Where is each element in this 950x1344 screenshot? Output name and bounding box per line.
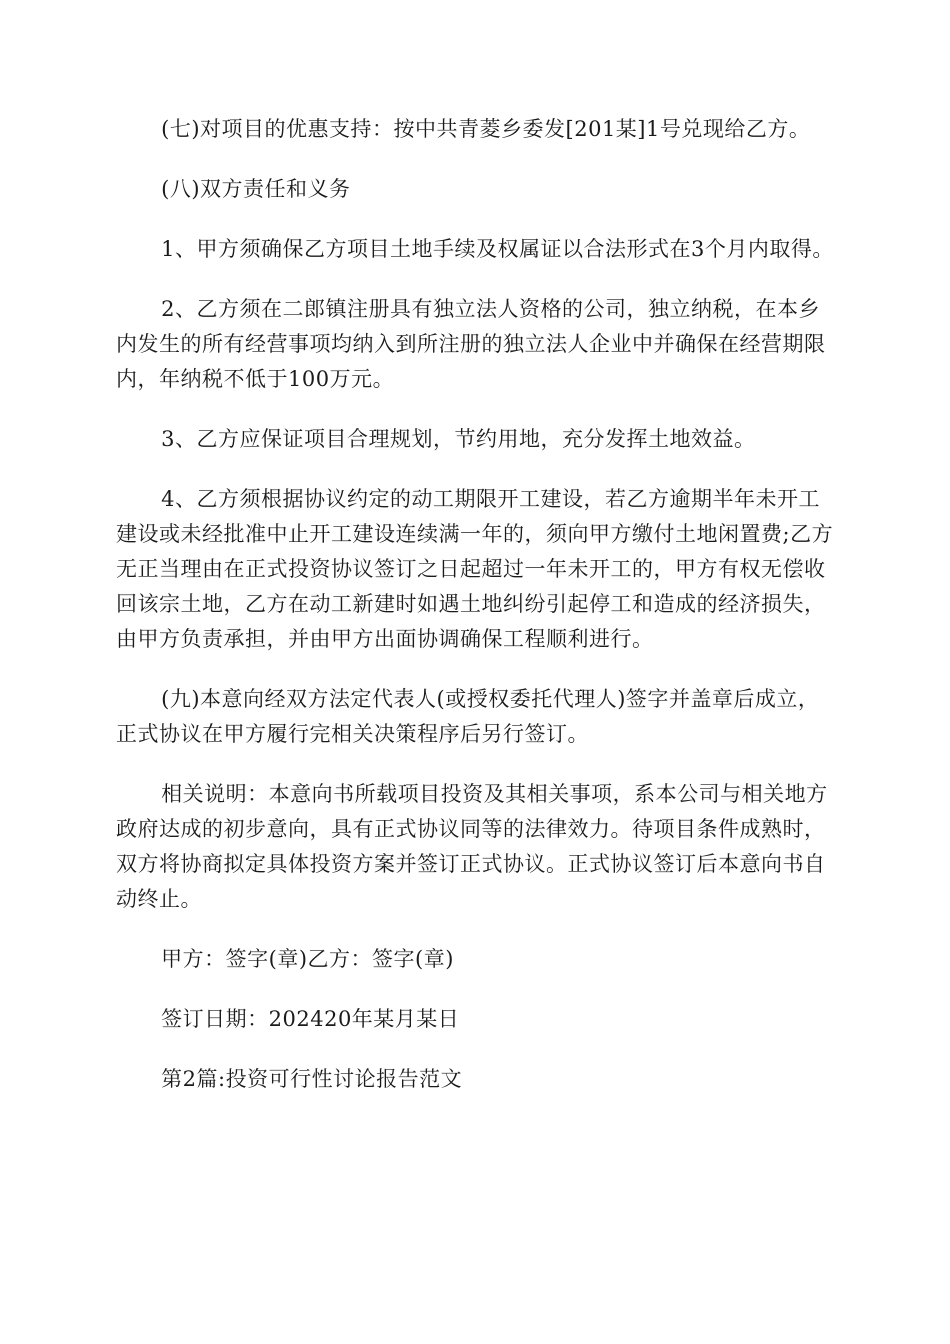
paragraph-clause-3: 3、乙方应保证项目合理规划，节约用地，充分发挥土地效益。: [161, 427, 756, 451]
paragraph-obligations-heading: (八)双方责任和义务: [161, 177, 351, 201]
paragraph-clause-1: 1、甲方须确保乙方项目土地手续及权属证以合法形式在3个月内取得。: [161, 237, 834, 261]
paragraph-effectiveness: (九)本意向经双方法定代表人(或授权委托代理人)签字并盖章后成立，正式协议在甲方履行完相关决策程序后另行签订。: [116, 687, 820, 746]
paragraph-preferential-support: (七)对项目的优惠支持：按中共青菱乡委发[201某]1号兑现给乙方。: [161, 117, 811, 141]
paragraph-signatures: 甲方：签字(章)乙方：签字(章): [161, 947, 454, 971]
paragraph-related-notes: 相关说明：本意向书所载项目投资及其相关事项，系本公司与相关地方政府达成的初步意向，具有正式协议同等的法律效力。待项目条件成熟时，双方将协商拟定具体投资方案并签订正式协议。正式协议签订后本意向书自动终止。: [116, 782, 828, 911]
paragraph-clause-4: 4、乙方须根据协议约定的动工期限开工建设，若乙方逾期半年未开工建设或未经批准中止开工建设连续满一年的，须向甲方缴付土地闲置费;乙方无正当理由在正式投资协议签订之日起超过一年未开工的，甲方有权无偿收回该宗土地，乙方在动工新建时如遇土地纠纷引起停工和造成的经济损失，由甲方负责承担，并由甲方出面协调确保工程顺利进行。: [116, 487, 834, 651]
document-body: [116, 112, 836, 1122]
paragraph-next-article-title: 第2篇:投资可行性讨论报告范文: [161, 1067, 463, 1091]
paragraph-signing-date: 签订日期：202420年某月某日: [161, 1007, 460, 1031]
paragraph-clause-2: 2、乙方须在二郎镇注册具有独立法人资格的公司，独立纳税，在本乡内发生的所有经营事项均纳入到所注册的独立法人企业中并确保在经营期限内，年纳税不低于100万元。: [116, 297, 826, 391]
